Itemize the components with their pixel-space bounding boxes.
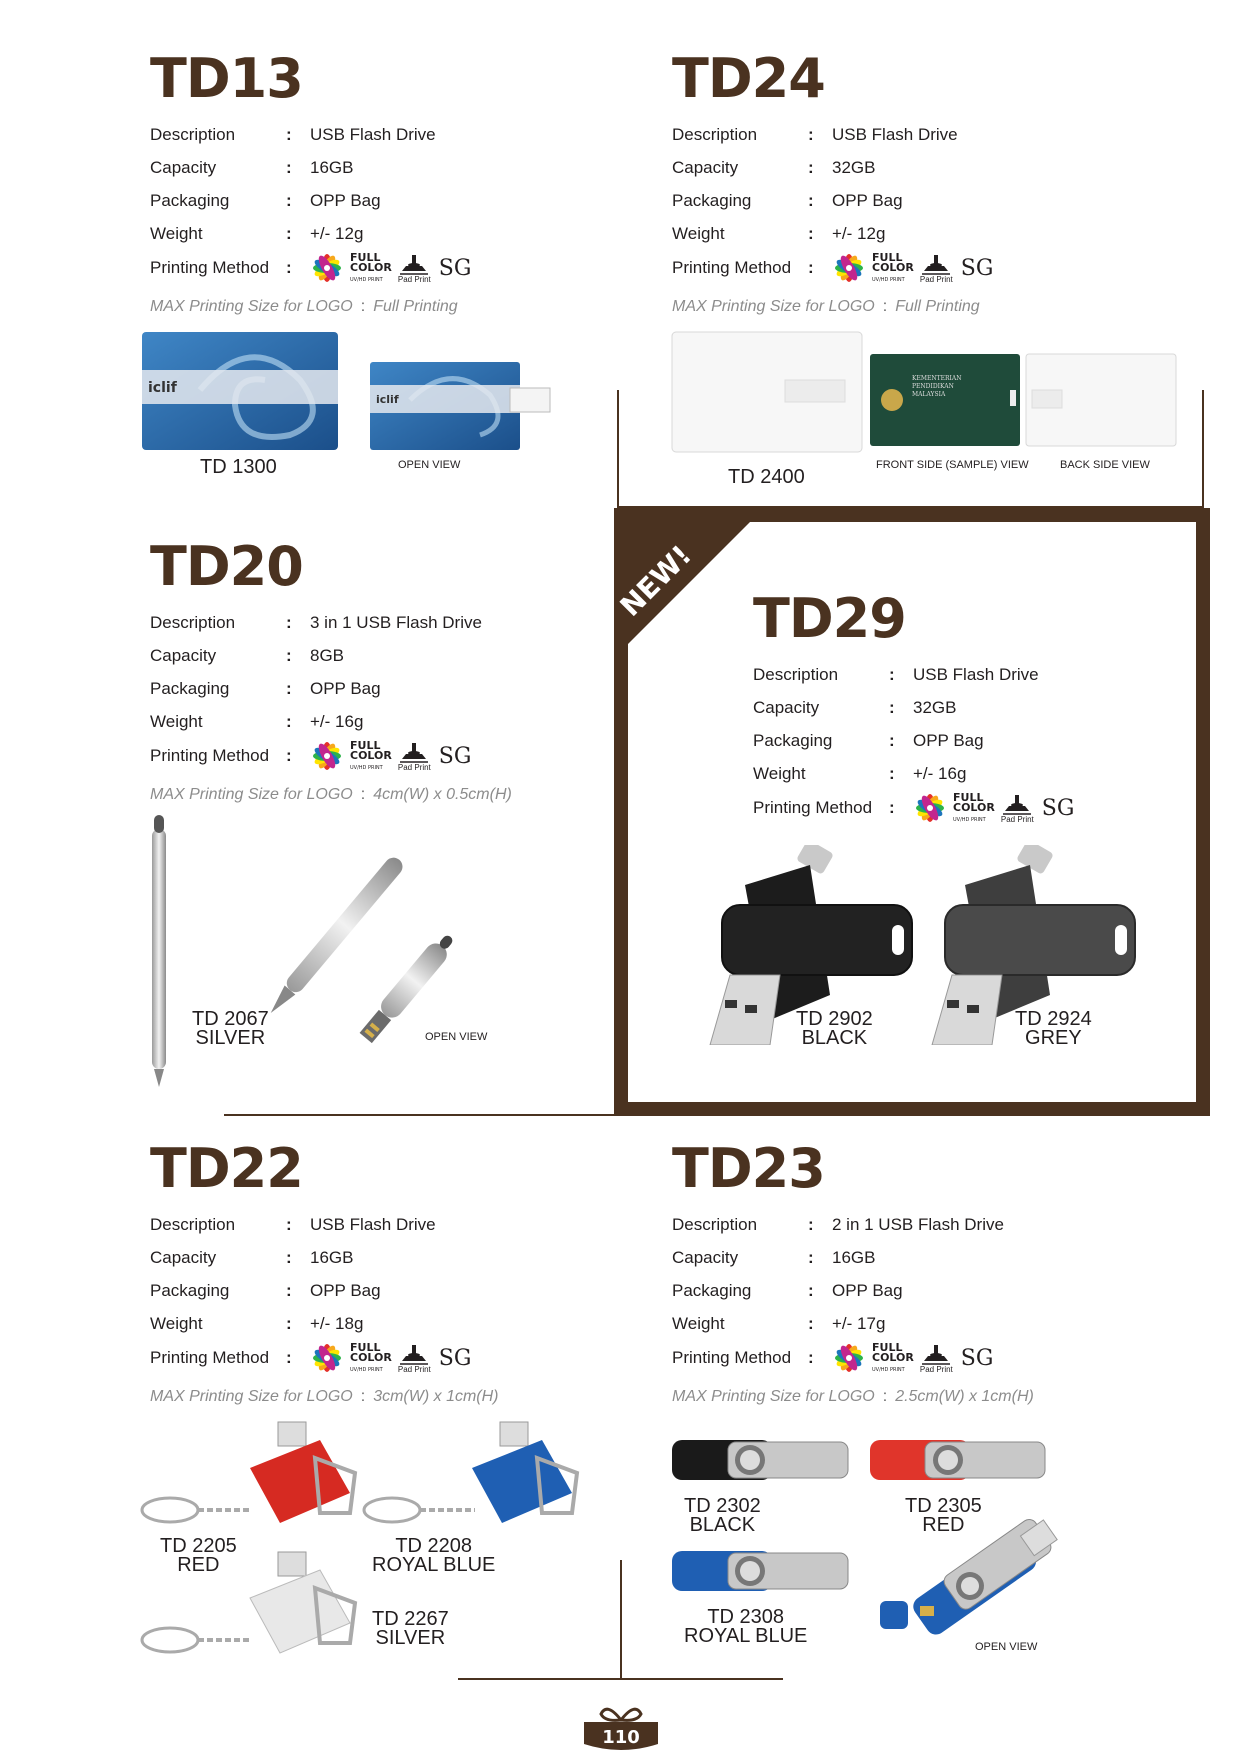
caption-td24-back: BACK SIDE VIEW <box>1060 459 1150 471</box>
spec-row-description <box>672 118 1122 151</box>
spec-label: Capacity <box>672 157 739 177</box>
caption-td2924-code: TD 2924 <box>1015 1008 1092 1030</box>
spec-row-printing-method <box>150 738 600 774</box>
spec-value-capacity: 32GB <box>832 157 876 177</box>
pad-print-icon <box>920 1343 952 1365</box>
spec-row-capacity <box>753 691 1173 724</box>
caption-td1300: TD 1300 <box>200 456 277 478</box>
pad-print-label: Pad Print <box>1000 814 1034 824</box>
new-badge <box>614 508 764 658</box>
spec-row-packaging <box>672 184 1122 217</box>
caption-td2067-code: TD 2067 <box>192 1008 269 1030</box>
full-color-line-3: UV/HD PRINT <box>872 1367 905 1373</box>
spec-label: Packaging <box>150 1280 230 1300</box>
spec-colon: : <box>286 157 292 177</box>
caption-td2924-color: GREY <box>1025 1027 1082 1049</box>
caption-td2302-code: TD 2302 <box>684 1495 761 1517</box>
full-color-line-2: COLOR <box>872 261 914 274</box>
full-color-line-2: COLOR <box>350 261 392 274</box>
max-logo-label: MAX Printing Size for LOGO <box>672 1388 875 1405</box>
caption-td2400: TD 2400 <box>728 466 805 488</box>
max-logo-line <box>672 1388 1122 1406</box>
product-td23 <box>672 1137 1122 1406</box>
divider-vertical-top <box>617 390 619 508</box>
caption-td24-front: FRONT SIDE (SAMPLE) VIEW <box>876 459 1029 471</box>
full-color-line-1: FULL <box>350 251 381 264</box>
sg-mark: SG <box>438 255 472 281</box>
spec-value-packaging: OPP Bag <box>310 1280 381 1300</box>
spec-value-description: 3 in 1 USB Flash Drive <box>310 612 482 632</box>
divider-horizontal-mid <box>224 1114 618 1116</box>
max-logo-label: MAX Printing Size for LOGO <box>672 298 875 315</box>
spec-row-description <box>672 1208 1122 1241</box>
full-color-line-2: COLOR <box>350 1351 392 1364</box>
spec-label: Printing Method <box>672 1348 792 1367</box>
spec-colon: : <box>286 746 292 765</box>
spec-colon: : <box>286 678 292 698</box>
spec-value-weight: +/- 16g <box>913 763 967 783</box>
spec-row-packaging <box>150 672 600 705</box>
pad-print-label: Pad Print <box>397 1364 431 1374</box>
spec-row-weight <box>150 217 600 250</box>
spec-row-description <box>150 1208 600 1241</box>
full-color-line-1: FULL <box>872 251 903 264</box>
spec-list <box>672 118 1122 286</box>
spec-value-weight: +/- 12g <box>832 223 886 243</box>
full-color-flower-icon <box>310 1341 344 1375</box>
spec-label: Printing Method <box>672 258 792 277</box>
spec-colon: : <box>808 1348 814 1367</box>
spec-value-description: USB Flash Drive <box>310 1214 436 1234</box>
spec-colon: : <box>286 612 292 632</box>
spec-label: Description <box>150 612 236 632</box>
full-color-flower-icon <box>310 251 344 285</box>
product-code: TD22 <box>150 1137 303 1200</box>
caption-td2902 <box>796 1010 873 1048</box>
full-color-line-3: UV/HD PRINT <box>872 277 905 283</box>
pad-print-mark <box>1001 793 1034 824</box>
divider-vertical-bottom <box>620 1560 622 1680</box>
pad-print-mark <box>398 1343 431 1374</box>
spec-label: Capacity <box>672 1247 739 1267</box>
product-td22 <box>150 1137 600 1406</box>
spec-row-printing-method <box>672 250 1122 286</box>
spec-label: Weight <box>150 1313 203 1333</box>
page-number: 110 <box>602 1727 640 1748</box>
printing-method-icons <box>913 791 1074 825</box>
product-td24 <box>672 47 1122 316</box>
sg-mark: SG <box>438 1345 472 1371</box>
spec-row-description <box>150 118 600 151</box>
spec-colon: : <box>286 190 292 210</box>
full-color-line-1: FULL <box>872 1341 903 1354</box>
spec-row-description <box>753 658 1173 691</box>
spec-list <box>753 658 1173 826</box>
spec-colon: : <box>808 157 814 177</box>
max-logo-label: MAX Printing Size for LOGO <box>150 786 353 803</box>
full-color-line-1: FULL <box>350 1341 381 1354</box>
caption-td2305-code: TD 2305 <box>905 1495 982 1517</box>
spec-row-printing-method <box>150 1340 600 1376</box>
printing-method-icons <box>310 251 471 285</box>
spec-label: Weight <box>150 711 203 731</box>
spec-row-weight <box>150 1307 600 1340</box>
spec-label: Description <box>672 1214 758 1234</box>
spec-value-weight: +/- 16g <box>310 711 364 731</box>
full-color-label <box>350 741 392 771</box>
pad-print-label: Pad Print <box>919 274 953 284</box>
svg-text:iclif: iclif <box>148 380 177 396</box>
divider-vertical-right <box>1202 390 1204 508</box>
spec-row-packaging <box>753 724 1173 757</box>
svg-text:PENDIDIKAN: PENDIDIKAN <box>912 383 954 390</box>
spec-colon: : <box>286 645 292 665</box>
spec-row-weight <box>672 217 1122 250</box>
spec-row-capacity <box>672 151 1122 184</box>
spec-colon: : <box>286 1214 292 1234</box>
spec-row-packaging <box>672 1274 1122 1307</box>
full-color-label <box>953 793 995 823</box>
spec-row-weight <box>150 705 600 738</box>
spec-label: Printing Method <box>753 798 873 817</box>
pad-print-mark <box>920 1343 953 1374</box>
spec-value-capacity: 8GB <box>310 645 345 665</box>
product-td20 <box>150 535 600 804</box>
spec-colon: : <box>286 711 292 731</box>
spec-colon: : <box>286 258 292 277</box>
spec-list <box>150 606 600 774</box>
spec-colon: : <box>889 730 895 750</box>
caption-td2208-color: ROYAL BLUE <box>372 1554 496 1576</box>
spec-row-printing-method <box>753 790 1173 826</box>
pad-print-icon <box>398 253 430 275</box>
spec-value-capacity: 16GB <box>310 1247 354 1267</box>
product-code: TD20 <box>150 535 303 598</box>
spec-row-packaging <box>150 1274 600 1307</box>
product-code: TD24 <box>672 47 825 110</box>
spec-colon: : <box>808 1280 814 1300</box>
spec-value-weight: +/- 18g <box>310 1313 364 1333</box>
max-logo-colon: : <box>360 298 366 315</box>
max-logo-colon: : <box>360 786 366 803</box>
caption-td2208-code: TD 2208 <box>395 1535 473 1557</box>
spec-row-packaging <box>150 184 600 217</box>
product-code: TD29 <box>753 587 906 650</box>
spec-label: Packaging <box>672 190 752 210</box>
full-color-label <box>350 1343 392 1373</box>
caption-td2208 <box>372 1537 495 1575</box>
spec-value-packaging: OPP Bag <box>832 1280 903 1300</box>
spec-label: Packaging <box>150 190 230 210</box>
spec-label: Capacity <box>150 157 217 177</box>
spec-colon: : <box>808 1313 814 1333</box>
spec-value-packaging: OPP Bag <box>310 678 381 698</box>
spec-colon: : <box>286 223 292 243</box>
spec-colon: : <box>286 124 292 144</box>
spec-value-description: USB Flash Drive <box>913 664 1039 684</box>
spec-row-description <box>150 606 600 639</box>
max-logo-line <box>150 786 600 804</box>
product-td29 <box>753 587 1173 826</box>
max-logo-value: 3cm(W) x 1cm(H) <box>373 1388 499 1405</box>
caption-td2902-code: TD 2902 <box>796 1008 873 1030</box>
spec-colon: : <box>286 1348 292 1367</box>
printing-method-icons <box>832 1341 993 1375</box>
spec-value-weight: +/- 12g <box>310 223 364 243</box>
product-code: TD23 <box>672 1137 825 1200</box>
caption-td2305 <box>905 1497 982 1535</box>
spec-row-capacity <box>150 151 600 184</box>
printing-method-icons <box>832 251 993 285</box>
spec-row-capacity <box>150 639 600 672</box>
pad-print-label: Pad Print <box>397 274 431 284</box>
spec-colon: : <box>889 697 895 717</box>
svg-text:MALAYSIA: MALAYSIA <box>912 391 946 398</box>
full-color-line-2: COLOR <box>953 801 995 814</box>
spec-label: Capacity <box>753 697 820 717</box>
caption-td2308 <box>684 1608 807 1646</box>
spec-label: Description <box>672 124 758 144</box>
spec-list <box>150 118 600 286</box>
spec-label: Weight <box>672 223 725 243</box>
spec-colon: : <box>889 798 895 817</box>
spec-label: Description <box>753 664 839 684</box>
full-color-line-2: COLOR <box>872 1351 914 1364</box>
spec-label: Packaging <box>753 730 833 750</box>
printing-method-icons <box>310 1341 471 1375</box>
product-td13 <box>150 47 600 316</box>
caption-td2067-color: SILVER <box>195 1027 266 1049</box>
caption-td13-open: OPEN VIEW <box>398 459 461 471</box>
max-logo-value: Full Printing <box>895 298 980 315</box>
sg-mark: SG <box>1041 795 1075 821</box>
full-color-line-1: FULL <box>350 739 381 752</box>
spec-label: Capacity <box>150 645 217 665</box>
spec-colon: : <box>808 124 814 144</box>
spec-row-weight <box>672 1307 1122 1340</box>
spec-colon: : <box>286 1247 292 1267</box>
spec-value-packaging: OPP Bag <box>913 730 984 750</box>
spec-label: Weight <box>672 1313 725 1333</box>
spec-label: Weight <box>150 223 203 243</box>
full-color-line-3: UV/HD PRINT <box>953 817 986 823</box>
pad-print-mark <box>398 253 431 284</box>
spec-value-packaging: OPP Bag <box>832 190 903 210</box>
caption-td20-open: OPEN VIEW <box>425 1031 488 1043</box>
pad-print-label: Pad Print <box>919 1364 953 1374</box>
spec-label: Description <box>150 1214 236 1234</box>
spec-colon: : <box>808 1247 814 1267</box>
full-color-label <box>872 253 914 283</box>
caption-td23-open: OPEN VIEW <box>975 1641 1038 1653</box>
spec-row-capacity <box>150 1241 600 1274</box>
spec-row-capacity <box>672 1241 1122 1274</box>
spec-value-capacity: 16GB <box>832 1247 876 1267</box>
spec-label: Packaging <box>150 678 230 698</box>
max-logo-colon: : <box>360 1388 366 1405</box>
full-color-label <box>350 253 392 283</box>
spec-colon: : <box>889 664 895 684</box>
spec-label: Description <box>150 124 236 144</box>
svg-text:iclif: iclif <box>376 393 399 406</box>
spec-label: Printing Method <box>150 258 270 277</box>
caption-td2205-color: RED <box>177 1554 220 1576</box>
svg-text:KEMENTERIAN: KEMENTERIAN <box>912 375 962 382</box>
caption-td2267 <box>372 1610 449 1648</box>
page-number-badge <box>578 1700 664 1754</box>
pad-print-label: Pad Print <box>397 762 431 772</box>
max-logo-value: 2.5cm(W) x 1cm(H) <box>895 1388 1034 1405</box>
spec-label: Printing Method <box>150 1348 270 1367</box>
pad-print-icon <box>398 1343 430 1365</box>
max-logo-value: Full Printing <box>373 298 458 315</box>
full-color-flower-icon <box>832 1341 866 1375</box>
spec-colon: : <box>889 763 895 783</box>
caption-td2308-code: TD 2308 <box>707 1606 785 1628</box>
spec-label: Printing Method <box>150 746 270 765</box>
spec-value-description: USB Flash Drive <box>832 124 958 144</box>
spec-colon: : <box>286 1280 292 1300</box>
caption-td2302-color: BLACK <box>689 1514 756 1536</box>
pad-print-icon <box>920 253 952 275</box>
td24-card-images <box>670 330 1180 455</box>
spec-label: Weight <box>753 763 806 783</box>
pad-print-icon <box>1001 793 1033 815</box>
spec-value-weight: +/- 17g <box>832 1313 886 1333</box>
spec-row-weight <box>753 757 1173 790</box>
spec-list <box>672 1208 1122 1376</box>
caption-td2267-code: TD 2267 <box>372 1608 449 1630</box>
product-code: TD13 <box>150 47 303 110</box>
max-logo-line <box>672 298 1122 316</box>
max-logo-line <box>150 298 600 316</box>
caption-td2067 <box>192 1010 269 1048</box>
spec-colon: : <box>808 258 814 277</box>
full-color-line-2: COLOR <box>350 749 392 762</box>
pad-print-mark <box>398 741 431 772</box>
spec-row-printing-method <box>150 250 600 286</box>
full-color-line-3: UV/HD PRINT <box>350 277 383 283</box>
spec-value-description: USB Flash Drive <box>310 124 436 144</box>
max-logo-colon: : <box>882 298 888 315</box>
spec-label: Packaging <box>672 1280 752 1300</box>
spec-colon: : <box>808 1214 814 1234</box>
divider-horizontal-bottom <box>458 1678 783 1680</box>
td13-card-images <box>140 330 560 455</box>
max-logo-colon: : <box>882 1388 888 1405</box>
spec-row-printing-method <box>672 1340 1122 1376</box>
spec-label: Capacity <box>150 1247 217 1267</box>
spec-value-packaging: OPP Bag <box>310 190 381 210</box>
max-logo-label: MAX Printing Size for LOGO <box>150 1388 353 1405</box>
printing-method-icons <box>310 739 471 773</box>
max-logo-value: 4cm(W) x 0.5cm(H) <box>373 786 512 803</box>
full-color-flower-icon <box>310 739 344 773</box>
caption-td2308-color: ROYAL BLUE <box>684 1625 808 1647</box>
spec-colon: : <box>286 1313 292 1333</box>
pad-print-mark <box>920 253 953 284</box>
new-badge-text: NEW! <box>614 538 698 623</box>
sg-mark: SG <box>438 743 472 769</box>
caption-td2305-color: RED <box>922 1514 965 1536</box>
max-logo-line <box>150 1388 600 1406</box>
max-logo-label: MAX Printing Size for LOGO <box>150 298 353 315</box>
caption-td2205 <box>160 1537 237 1575</box>
spec-colon: : <box>808 223 814 243</box>
caption-td2267-color: SILVER <box>375 1627 446 1649</box>
full-color-label <box>872 1343 914 1373</box>
full-color-line-3: UV/HD PRINT <box>350 765 383 771</box>
caption-td2902-color: BLACK <box>801 1027 868 1049</box>
full-color-line-1: FULL <box>953 791 984 804</box>
caption-td2205-code: TD 2205 <box>160 1535 237 1557</box>
spec-colon: : <box>808 190 814 210</box>
spec-value-capacity: 32GB <box>913 697 957 717</box>
sg-mark: SG <box>960 1345 994 1371</box>
caption-td2302 <box>684 1497 761 1535</box>
spec-value-description: 2 in 1 USB Flash Drive <box>832 1214 1004 1234</box>
spec-value-capacity: 16GB <box>310 157 354 177</box>
full-color-flower-icon <box>913 791 947 825</box>
sg-mark: SG <box>960 255 994 281</box>
full-color-flower-icon <box>832 251 866 285</box>
caption-td2924 <box>1015 1010 1092 1048</box>
pad-print-icon <box>398 741 430 763</box>
spec-list <box>150 1208 600 1376</box>
full-color-line-3: UV/HD PRINT <box>350 1367 383 1373</box>
